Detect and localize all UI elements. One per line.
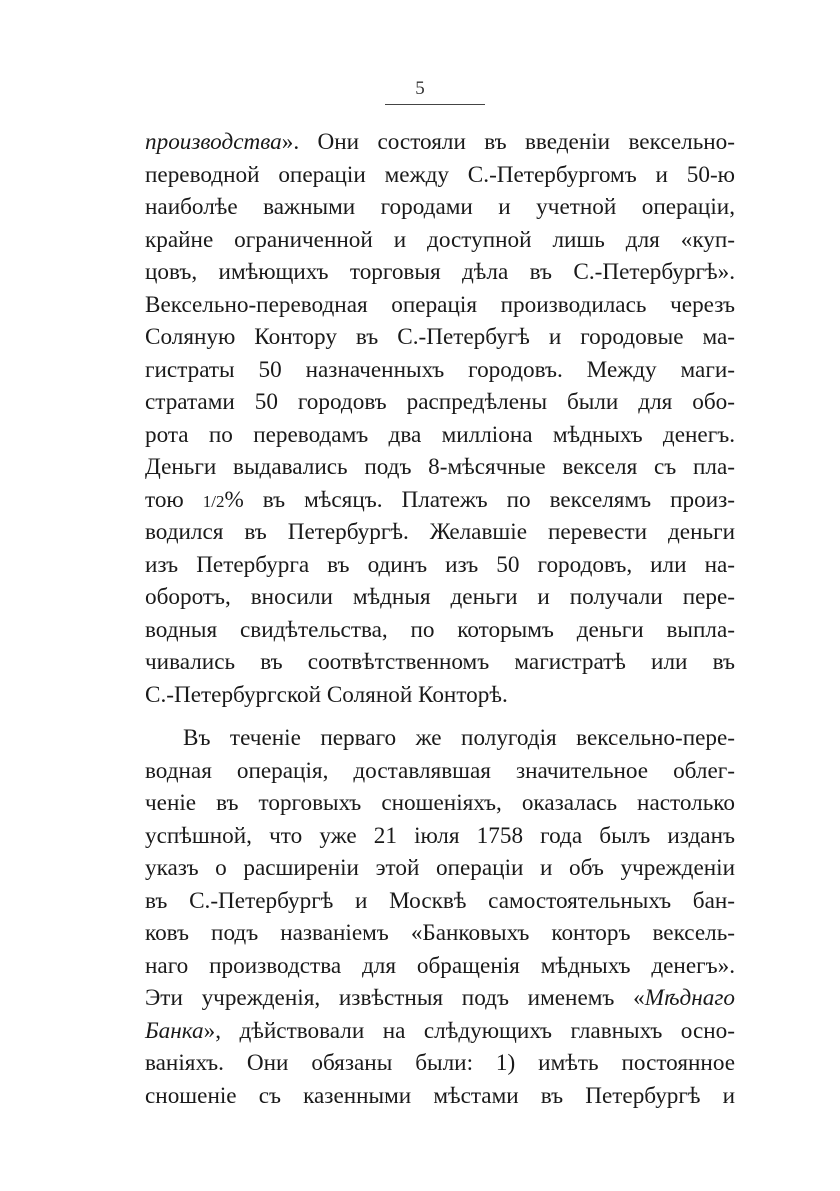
fraction: 1/2 [202, 491, 225, 511]
text-line: Банка», дѣйствовали на слѣдующихъ главныхъ осно- [145, 1017, 735, 1044]
text-line: тою 1/2% въ мѣсяцъ. Платежъ по векселямъ произ- [145, 486, 735, 513]
text-line: Соляную Контору въ С.-Петербугѣ и городовые ма- [145, 324, 735, 350]
paragraph-1 [145, 126, 735, 711]
text-line: оборотъ, вносили мѣдныя деньги и получали пере- [145, 584, 735, 610]
text-line: изъ Петербурга въ одинъ изъ 50 городовъ, или на- [145, 551, 735, 578]
text-line: производства». Они состояли въ введеніи вексельно- [145, 129, 735, 155]
text-line: гистраты 50 назначенныхъ городовъ. Между маги- [145, 356, 735, 383]
text-line: Эти учрежденія, извѣстныя подъ именемъ «Мѣднаго [145, 985, 735, 1011]
text-line: водная операція, доставлявшая значительное облег- [145, 757, 735, 784]
text-line: ваніяхъ. Они обязаны были: 1) имѣть постоянное [145, 1050, 735, 1076]
text-line: сношеніе съ казенными мѣстами въ Петербургѣ и [145, 1082, 735, 1109]
text-line: С.-Петербургской Соляной Конторѣ. [145, 681, 508, 708]
text-line: наиболѣе важными городами и учетной операціи, [145, 194, 735, 220]
text-line: ченіе въ торговыхъ сношеніяхъ, оказалась настолько [145, 790, 735, 816]
text-line: переводной операціи между С.-Петербургомъ и 50-ю [145, 161, 735, 188]
text-line: цовъ, имѣющихъ торговыя дѣла въ С.-Петербургѣ». [145, 259, 735, 285]
header-rule [385, 104, 485, 105]
page-number: 5 [415, 78, 425, 99]
text-line: Въ теченіе перваго же полугодія вексельно-пере- [183, 725, 735, 751]
text-line: указъ о расширеніи этой операціи и объ учрежденіи [145, 855, 735, 881]
text-line: чивались въ соотвѣтственномъ магистратѣ или въ [145, 649, 735, 675]
text-line: рота по переводамъ два милліона мѣдныхъ денегъ. [145, 421, 735, 448]
text-line: стратами 50 городовъ распредѣлены были для обо- [145, 389, 735, 415]
text-line: водился въ Петербургѣ. Желавшіе перевести деньги [145, 519, 735, 545]
text-line: ковъ подъ названіемъ «Банковыхъ конторъ вексель- [145, 920, 735, 946]
text-line: водныя свидѣтельства, по которымъ деньги выпла- [145, 616, 735, 643]
paragraph-2 [145, 722, 735, 1112]
text-line: крайне ограниченной и доступной лишь для «куп- [145, 226, 735, 253]
text-line: успѣшной, что уже 21 іюля 1758 года былъ изданъ [145, 822, 735, 849]
text-line: Вексельно-переводная операція производилась черезъ [145, 291, 735, 318]
text-line: въ С.-Петербургѣ и Москвѣ самостоятельныхъ бан- [145, 887, 735, 914]
text-line: Деньги выдавались подъ 8-мѣсячные векселя съ пла- [145, 454, 735, 480]
text-line: наго производства для обращенія мѣдныхъ денегъ». [145, 952, 735, 979]
